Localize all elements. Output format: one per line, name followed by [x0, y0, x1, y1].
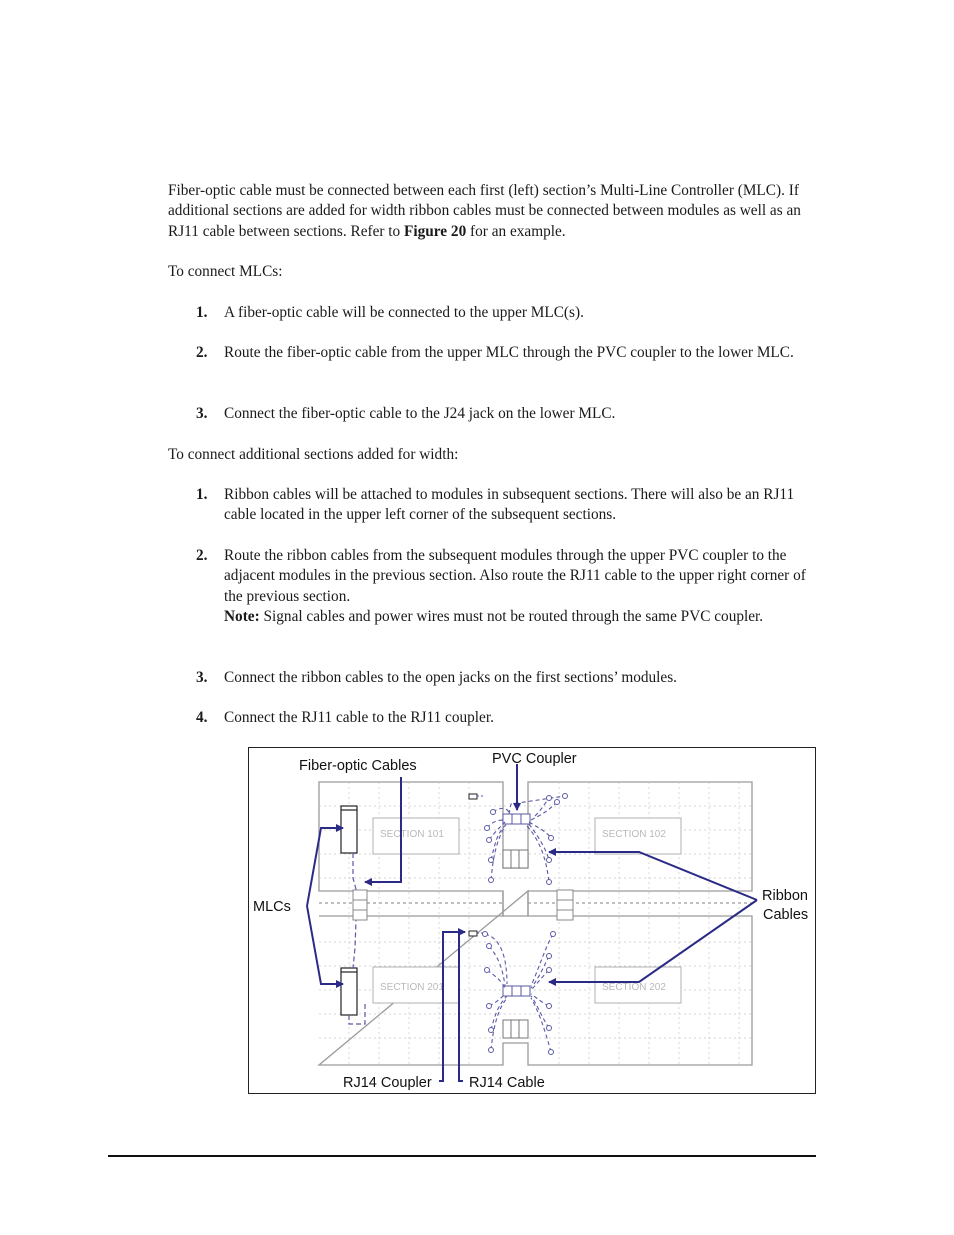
- step-text: Connect the ribbon cables to the open jacks on the first sections’ modules.: [224, 669, 677, 686]
- ribbon-cables-label-line2: Cables: [763, 907, 809, 923]
- rj14-cable-line: [459, 932, 463, 1081]
- step-text: A fiber-optic cable will be connected to the upper MLC(s).: [224, 304, 584, 321]
- section-102-label: SECTION 102: [602, 829, 666, 840]
- note-label: Note:: [224, 608, 260, 626]
- step-main-text: Route the ribbon cables from the subsequent modules through the upper PVC coupler to the adjacent modules in the previous section. Also route the RJ11 cable to the upper right corner of the previous section.: [224, 547, 806, 605]
- callout-arrows: [307, 764, 757, 1081]
- section-202-label: SECTION 202: [602, 982, 666, 993]
- rj-cable-stubs: [477, 796, 485, 933]
- ribbon-cables-label-line1: Ribbon: [762, 888, 808, 904]
- upper-mlc: [341, 806, 357, 853]
- step-number: 3.: [196, 669, 208, 686]
- section-boxes: [373, 818, 681, 1003]
- mlc-arrow-upper: [307, 828, 343, 906]
- mlc-arrow-lower: [307, 906, 343, 984]
- mlc-heading: To connect MLCs:: [168, 263, 283, 280]
- lower-mlc: [341, 968, 357, 1015]
- footer-rule: [108, 1155, 816, 1157]
- step-text: Ribbon cables will be attached to modules in subsequent sections. There will also be an RJ11 cable located in the upper left corner of the subsequent sections.: [224, 486, 795, 524]
- intro-paragraph: [168, 181, 808, 242]
- intro-text-a: Fiber-optic cable must be connected between each first (left) section’s Multi-Line Controller (MLC). If additional sections are added for width ribbon cables must be connected between modules as well as an RJ11 cable between sections. Refer to: [168, 182, 801, 240]
- step-number: 1.: [196, 304, 208, 321]
- step-text: Connect the fiber-optic cable to the J24 jack on the lower MLC.: [224, 405, 616, 422]
- width-heading: To connect additional sections added for width:: [168, 446, 459, 463]
- step-number: 2.: [196, 344, 208, 361]
- step-text: Connect the RJ11 cable to the RJ11 coupler.: [224, 709, 494, 726]
- section-101-label: SECTION 101: [380, 829, 444, 840]
- section-201-label: SECTION 201: [380, 982, 444, 993]
- pvc-couplers: [503, 814, 530, 1038]
- step-text: Route the fiber-optic cable from the upper MLC through the PVC coupler to the lower MLC.: [224, 344, 794, 361]
- figure-20-diagram: [248, 747, 816, 1094]
- step-text: [224, 546, 808, 628]
- mlcs-label: MLCs: [253, 899, 291, 915]
- rj-coupler-bottom: [469, 931, 477, 936]
- rj14-cable-label: RJ14 Cable: [469, 1075, 545, 1091]
- step-number: 2.: [196, 547, 208, 564]
- wiring-diagram-svg: [249, 748, 815, 1093]
- step-number: 3.: [196, 405, 208, 422]
- rj-couplers: [469, 794, 477, 936]
- figure-reference: Figure 20: [404, 222, 467, 240]
- step-number: 4.: [196, 709, 208, 726]
- pvc-coupler-label: PVC Coupler: [492, 751, 577, 767]
- rj14-coupler-label: RJ14 Coupler: [343, 1075, 432, 1091]
- step-number: 1.: [196, 486, 208, 503]
- ribbon-arrow-upper: [549, 852, 757, 900]
- fiber-optic-cables-label: Fiber-optic Cables: [299, 758, 417, 774]
- note-text: Signal cables and power wires must not be routed through the same PVC coupler.: [259, 608, 764, 626]
- intro-text-b: for an example.: [466, 222, 566, 240]
- rj-coupler-top: [469, 794, 477, 799]
